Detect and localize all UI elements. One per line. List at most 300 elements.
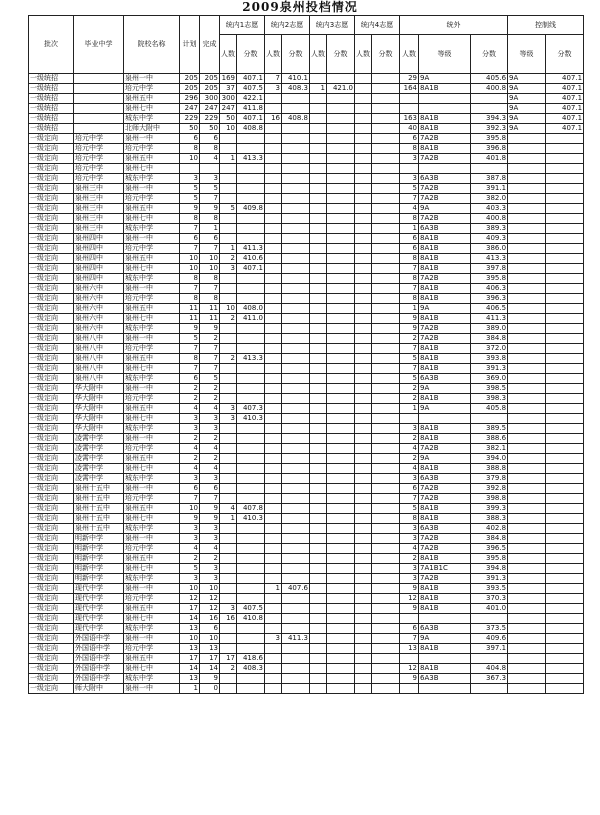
plan-cell: 6 <box>180 484 200 494</box>
c1-persons-cell <box>220 484 237 494</box>
grad-school-cell: 泉州八中 <box>74 354 124 364</box>
c4-score-cell <box>372 354 400 364</box>
outside-grade-cell: 7A2B <box>419 154 471 164</box>
control-score-cell <box>546 654 584 664</box>
target-school-cell: 泉州五中 <box>124 254 180 264</box>
table-row <box>29 124 584 134</box>
plan-cell: 17 <box>180 654 200 664</box>
batch-cell: 一级定向 <box>29 364 74 374</box>
grad-school-cell: 泉州四中 <box>74 244 124 254</box>
c1-persons-cell <box>220 214 237 224</box>
c1-persons-cell <box>220 584 237 594</box>
c1-persons-cell <box>220 274 237 284</box>
batch-cell: 一级定向 <box>29 534 74 544</box>
plan-cell: 4 <box>180 444 200 454</box>
c1-score-cell: 409.8 <box>237 204 265 214</box>
c4-persons-cell <box>355 244 372 254</box>
c3-persons-cell <box>310 424 327 434</box>
c2-persons-cell <box>265 104 282 114</box>
c3-persons-cell <box>310 474 327 484</box>
c2-persons-cell <box>265 444 282 454</box>
plan-cell: 247 <box>180 104 200 114</box>
done-cell: 205 <box>200 84 220 94</box>
c2-persons-cell <box>265 364 282 374</box>
plan-cell: 2 <box>180 394 200 404</box>
c1-score-cell <box>237 564 265 574</box>
c2-score-cell <box>282 324 310 334</box>
c4-score-cell <box>372 274 400 284</box>
c3-persons-cell <box>310 354 327 364</box>
outside-score-cell: 382.1 <box>471 444 508 454</box>
table-row <box>29 324 584 334</box>
grad-school-cell: 泉州四中 <box>74 254 124 264</box>
target-school-cell: 泉州七中 <box>124 104 180 114</box>
header-plan: 计划 <box>180 16 200 74</box>
grad-school-cell: 泉州四中 <box>74 264 124 274</box>
c2-score-cell <box>282 244 310 254</box>
outside-score-cell: 387.8 <box>471 174 508 184</box>
c4-score-cell <box>372 554 400 564</box>
control-score-cell <box>546 564 584 574</box>
c4-persons-cell <box>355 624 372 634</box>
c1-score-cell: 413.3 <box>237 154 265 164</box>
control-score-cell <box>546 644 584 654</box>
grad-school-cell: 泉州六中 <box>74 284 124 294</box>
c4-score-cell <box>372 584 400 594</box>
c2-score-cell: 410.1 <box>282 74 310 84</box>
c2-persons-cell: 7 <box>265 74 282 84</box>
c3-persons-cell <box>310 254 327 264</box>
target-school-cell: 培元中学 <box>124 494 180 504</box>
done-cell: 4 <box>200 154 220 164</box>
outside-persons-cell: 3 <box>400 154 419 164</box>
c1-persons-cell <box>220 134 237 144</box>
c4-score-cell <box>372 524 400 534</box>
c3-persons-cell <box>310 94 327 104</box>
c2-persons-cell <box>265 234 282 244</box>
grad-school-cell: 培元中学 <box>74 164 124 174</box>
control-grade-cell <box>508 144 546 154</box>
outside-score-cell: 388.6 <box>471 434 508 444</box>
done-cell: 6 <box>200 624 220 634</box>
done-cell: 2 <box>200 394 220 404</box>
plan-cell: 10 <box>180 584 200 594</box>
c4-persons-cell <box>355 204 372 214</box>
done-cell: 247 <box>200 104 220 114</box>
header-c1-persons: 人数 <box>220 35 237 74</box>
control-grade-cell: 9A <box>508 114 546 124</box>
c3-score-cell <box>327 594 355 604</box>
target-school-cell: 培元中学 <box>124 444 180 454</box>
c3-persons-cell <box>310 554 327 564</box>
outside-score-cell: 373.5 <box>471 624 508 634</box>
outside-score-cell: 395.8 <box>471 134 508 144</box>
c4-score-cell <box>372 474 400 484</box>
c3-score-cell <box>327 334 355 344</box>
outside-score-cell: 409.6 <box>471 634 508 644</box>
c1-score-cell <box>237 634 265 644</box>
plan-cell: 13 <box>180 624 200 634</box>
outside-persons-cell: 8 <box>400 514 419 524</box>
c3-persons-cell <box>310 634 327 644</box>
c3-score-cell <box>327 264 355 274</box>
c4-score-cell <box>372 394 400 404</box>
outside-grade-cell: 7A2B <box>419 334 471 344</box>
outside-persons-cell: 3 <box>400 534 419 544</box>
c2-persons-cell <box>265 454 282 464</box>
c2-score-cell <box>282 384 310 394</box>
control-grade-cell: 9A <box>508 84 546 94</box>
c1-score-cell <box>237 544 265 554</box>
c4-score-cell <box>372 634 400 644</box>
outside-grade-cell: 8A1B <box>419 604 471 614</box>
c2-persons-cell <box>265 674 282 684</box>
batch-cell: 一级统招 <box>29 84 74 94</box>
c3-score-cell <box>327 584 355 594</box>
outside-grade-cell: 8A1B <box>419 514 471 524</box>
batch-cell: 一级统招 <box>29 94 74 104</box>
control-score-cell <box>546 474 584 484</box>
plan-cell: 7 <box>180 494 200 504</box>
done-cell: 7 <box>200 344 220 354</box>
outside-grade-cell: 9A <box>419 304 471 314</box>
c3-score-cell <box>327 564 355 574</box>
c1-persons-cell <box>220 194 237 204</box>
c4-score-cell <box>372 184 400 194</box>
target-school-cell: 泉州七中 <box>124 564 180 574</box>
table-row <box>29 314 584 324</box>
outside-grade-cell: 7A2B <box>419 494 471 504</box>
control-grade-cell <box>508 574 546 584</box>
control-score-cell <box>546 304 584 314</box>
c1-score-cell <box>237 334 265 344</box>
done-cell: 6 <box>200 234 220 244</box>
target-school-cell: 城东中学 <box>124 574 180 584</box>
outside-score-cell: 379.8 <box>471 474 508 484</box>
outside-persons-cell: 8 <box>400 214 419 224</box>
control-grade-cell <box>508 344 546 354</box>
c3-persons-cell <box>310 644 327 654</box>
table-row <box>29 524 584 534</box>
c2-score-cell <box>282 554 310 564</box>
header-done: 完成 <box>200 16 220 74</box>
c1-score-cell: 407.1 <box>237 74 265 84</box>
plan-cell: 205 <box>180 84 200 94</box>
control-score-cell <box>546 344 584 354</box>
table-row <box>29 354 584 364</box>
outside-score-cell: 388.3 <box>471 514 508 524</box>
batch-cell: 一级定向 <box>29 494 74 504</box>
c4-score-cell <box>372 194 400 204</box>
control-grade-cell <box>508 604 546 614</box>
control-score-cell <box>546 404 584 414</box>
c3-persons-cell <box>310 384 327 394</box>
control-grade-cell <box>508 174 546 184</box>
batch-cell: 一级定向 <box>29 554 74 564</box>
c2-persons-cell <box>265 294 282 304</box>
batch-cell: 一级定向 <box>29 234 74 244</box>
c2-persons-cell <box>265 174 282 184</box>
c4-score-cell <box>372 174 400 184</box>
c1-persons-cell: 3 <box>220 264 237 274</box>
control-grade-cell <box>508 474 546 484</box>
table-row <box>29 514 584 524</box>
batch-cell: 一级统招 <box>29 74 74 84</box>
outside-score-cell <box>471 684 508 694</box>
plan-cell: 10 <box>180 634 200 644</box>
c3-persons-cell <box>310 614 327 624</box>
table-row <box>29 254 584 264</box>
c2-persons-cell <box>265 644 282 654</box>
batch-cell: 一级定向 <box>29 294 74 304</box>
plan-cell: 8 <box>180 274 200 284</box>
plan-cell: 9 <box>180 514 200 524</box>
outside-persons-cell: 8 <box>400 274 419 284</box>
c3-persons-cell <box>310 174 327 184</box>
control-score-cell <box>546 214 584 224</box>
c2-score-cell <box>282 404 310 414</box>
outside-score-cell: 397.1 <box>471 644 508 654</box>
c1-score-cell: 422.1 <box>237 94 265 104</box>
outside-score-cell: 391.3 <box>471 574 508 584</box>
c1-score-cell <box>237 174 265 184</box>
outside-score-cell: 392.3 <box>471 124 508 134</box>
control-score-cell <box>546 484 584 494</box>
c3-score-cell <box>327 144 355 154</box>
c4-persons-cell <box>355 604 372 614</box>
plan-cell: 1 <box>180 684 200 694</box>
batch-cell: 一级定向 <box>29 314 74 324</box>
c3-persons-cell <box>310 324 327 334</box>
batch-cell: 一级定向 <box>29 394 74 404</box>
c2-persons-cell <box>265 214 282 224</box>
target-school-cell: 城东中学 <box>124 674 180 684</box>
c3-persons-cell <box>310 294 327 304</box>
control-grade-cell <box>508 404 546 414</box>
outside-grade-cell: 6A3B <box>419 524 471 534</box>
control-score-cell <box>546 584 584 594</box>
table-body <box>29 74 584 694</box>
outside-score-cell: 401.0 <box>471 604 508 614</box>
control-score-cell <box>546 634 584 644</box>
plan-cell: 5 <box>180 184 200 194</box>
c3-score-cell <box>327 74 355 84</box>
c4-persons-cell <box>355 554 372 564</box>
c1-persons-cell <box>220 464 237 474</box>
c2-score-cell <box>282 334 310 344</box>
c4-score-cell <box>372 574 400 584</box>
c2-score-cell <box>282 124 310 134</box>
control-score-cell <box>546 464 584 474</box>
grad-school-cell: 明新中学 <box>74 554 124 564</box>
c3-score-cell <box>327 394 355 404</box>
c2-score-cell: 411.3 <box>282 634 310 644</box>
c4-persons-cell <box>355 224 372 234</box>
control-score-cell <box>546 424 584 434</box>
c1-persons-cell <box>220 234 237 244</box>
control-score-cell <box>546 494 584 504</box>
outside-grade-cell: 9A <box>419 384 471 394</box>
outside-score-cell: 384.8 <box>471 534 508 544</box>
grad-school-cell: 明新中学 <box>74 544 124 554</box>
target-school-cell: 泉州七中 <box>124 664 180 674</box>
c4-score-cell <box>372 244 400 254</box>
c3-score-cell <box>327 164 355 174</box>
table-header <box>29 16 584 74</box>
c2-persons-cell: 3 <box>265 84 282 94</box>
c1-persons-cell <box>220 644 237 654</box>
target-school-cell: 泉州一中 <box>124 184 180 194</box>
outside-persons-cell: 2 <box>400 334 419 344</box>
c1-persons-cell <box>220 634 237 644</box>
table-row <box>29 174 584 184</box>
outside-score-cell <box>471 414 508 424</box>
c4-score-cell <box>372 614 400 624</box>
header-c1-score: 分数 <box>237 35 265 74</box>
c2-persons-cell <box>265 474 282 484</box>
outside-score-cell: 386.0 <box>471 244 508 254</box>
outside-score-cell: 394.8 <box>471 564 508 574</box>
c3-persons-cell <box>310 524 327 534</box>
outside-grade-cell: 7A1B1C <box>419 564 471 574</box>
table-row <box>29 664 584 674</box>
done-cell: 3 <box>200 574 220 584</box>
grad-school-cell <box>74 104 124 114</box>
target-school-cell: 泉州五中 <box>124 654 180 664</box>
c4-score-cell <box>372 414 400 424</box>
outside-grade-cell: 9A <box>419 204 471 214</box>
c2-persons-cell <box>265 194 282 204</box>
c2-score-cell <box>282 284 310 294</box>
c3-persons-cell <box>310 494 327 504</box>
c4-persons-cell <box>355 674 372 684</box>
control-score-cell <box>546 604 584 614</box>
c2-persons-cell <box>265 94 282 104</box>
target-school-cell: 培元中学 <box>124 144 180 154</box>
c2-persons-cell <box>265 334 282 344</box>
target-school-cell: 泉州一中 <box>124 74 180 84</box>
c3-score-cell <box>327 434 355 444</box>
outside-persons-cell <box>400 414 419 424</box>
table-row <box>29 614 584 624</box>
outside-score-cell: 391.3 <box>471 364 508 374</box>
c3-persons-cell <box>310 154 327 164</box>
c2-persons-cell <box>265 394 282 404</box>
grad-school-cell: 凌霄中学 <box>74 464 124 474</box>
outside-grade-cell: 7A2B <box>419 544 471 554</box>
outside-persons-cell: 13 <box>400 644 419 654</box>
batch-cell: 一级定向 <box>29 574 74 584</box>
c1-persons-cell: 2 <box>220 354 237 364</box>
c2-persons-cell <box>265 544 282 554</box>
c2-score-cell <box>282 474 310 484</box>
control-grade-cell <box>508 254 546 264</box>
c4-persons-cell <box>355 444 372 454</box>
outside-persons-cell: 7 <box>400 264 419 274</box>
c1-persons-cell <box>220 224 237 234</box>
c4-score-cell <box>372 214 400 224</box>
c2-score-cell <box>282 574 310 584</box>
plan-cell: 13 <box>180 674 200 684</box>
c2-score-cell <box>282 374 310 384</box>
c4-persons-cell <box>355 544 372 554</box>
c1-persons-cell: 2 <box>220 664 237 674</box>
outside-grade-cell: 8A1B <box>419 504 471 514</box>
target-school-cell: 泉州七中 <box>124 214 180 224</box>
c2-score-cell: 408.3 <box>282 84 310 94</box>
c1-persons-cell <box>220 494 237 504</box>
target-school-cell: 泉州五中 <box>124 454 180 464</box>
c1-persons-cell: 247 <box>220 104 237 114</box>
control-score-cell <box>546 134 584 144</box>
outside-persons-cell: 3 <box>400 524 419 534</box>
c2-persons-cell <box>265 344 282 354</box>
c4-persons-cell <box>355 104 372 114</box>
outside-grade-cell: 8A1B <box>419 644 471 654</box>
c4-persons-cell <box>355 254 372 264</box>
done-cell: 7 <box>200 244 220 254</box>
c3-persons-cell <box>310 684 327 694</box>
table-row <box>29 384 584 394</box>
table-row <box>29 214 584 224</box>
table-row <box>29 144 584 154</box>
c3-score-cell <box>327 414 355 424</box>
header-choice-1: 统内1志愿 <box>220 16 265 35</box>
outside-score-cell: 394.3 <box>471 114 508 124</box>
outside-persons-cell: 8 <box>400 144 419 154</box>
c4-persons-cell <box>355 304 372 314</box>
admission-table <box>28 15 584 694</box>
outside-persons-cell: 2 <box>400 434 419 444</box>
table-row <box>29 554 584 564</box>
c3-score-cell <box>327 374 355 384</box>
outside-persons-cell: 9 <box>400 324 419 334</box>
outside-persons-cell: 2 <box>400 384 419 394</box>
outside-persons-cell: 9 <box>400 314 419 324</box>
c3-score-cell <box>327 524 355 534</box>
c2-persons-cell <box>265 224 282 234</box>
done-cell: 3 <box>200 174 220 184</box>
c4-persons-cell <box>355 424 372 434</box>
c2-persons-cell <box>265 524 282 534</box>
c3-score-cell <box>327 534 355 544</box>
target-school-cell: 泉州五中 <box>124 604 180 614</box>
c3-score-cell <box>327 124 355 134</box>
outside-grade-cell: 8A1B <box>419 424 471 434</box>
c4-persons-cell <box>355 454 372 464</box>
table-row <box>29 74 584 84</box>
control-grade-cell <box>508 164 546 174</box>
outside-grade-cell: 8A1B <box>419 84 471 94</box>
c1-persons-cell <box>220 284 237 294</box>
plan-cell: 6 <box>180 234 200 244</box>
c4-score-cell <box>372 304 400 314</box>
done-cell: 10 <box>200 584 220 594</box>
c2-persons-cell <box>265 624 282 634</box>
outside-grade-cell: 6A3B <box>419 674 471 684</box>
done-cell: 8 <box>200 144 220 154</box>
c1-persons-cell <box>220 394 237 404</box>
c1-score-cell <box>237 384 265 394</box>
control-grade-cell <box>508 264 546 274</box>
control-score-cell <box>546 444 584 454</box>
header-c2-score: 分数 <box>282 35 310 74</box>
table-row <box>29 684 584 694</box>
target-school-cell: 泉州七中 <box>124 314 180 324</box>
header-outside: 统外 <box>400 16 508 35</box>
control-grade-cell <box>508 484 546 494</box>
c4-persons-cell <box>355 144 372 154</box>
